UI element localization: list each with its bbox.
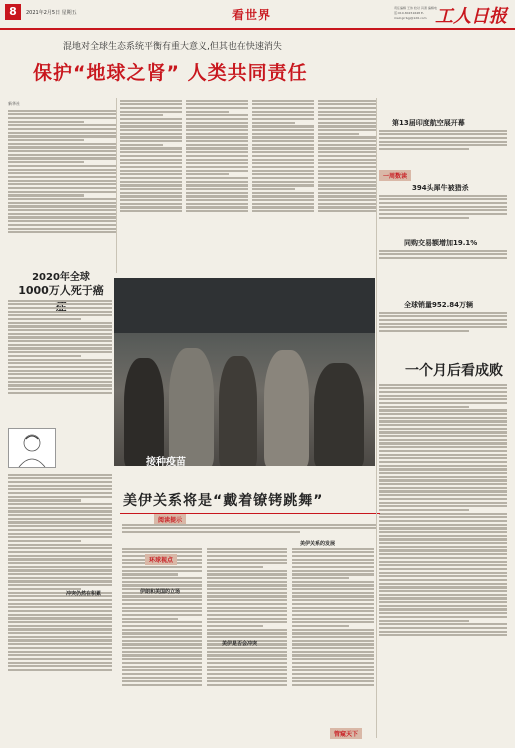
- rhino-headline: 394头犀牛被猎杀: [412, 184, 469, 192]
- us-iran-column-1: [122, 546, 202, 742]
- sales-headline: 全球销量952.84万辆: [404, 301, 474, 309]
- vaccination-photo: [114, 278, 375, 466]
- reading-tip-body: [122, 522, 376, 542]
- divider-line: [120, 513, 380, 514]
- column-divider-left: [116, 98, 117, 273]
- byline: 新华社: [8, 101, 20, 106]
- photo-caption-title: 接种疫苗: [146, 457, 186, 468]
- page-header: [0, 0, 515, 30]
- weekly-numbers-tag: 一周数读: [379, 170, 411, 181]
- cancer-subheading-line1: 2020年全球: [32, 272, 90, 283]
- section-title: 看世界: [232, 8, 272, 22]
- column-body-left: [8, 472, 112, 742]
- us-iran-column-3: [292, 546, 374, 742]
- portrait-sketch-icon: [9, 429, 55, 467]
- right-feature-body: [379, 382, 507, 742]
- lead-column-3: [186, 98, 248, 248]
- lead-column-2: [120, 98, 182, 248]
- rhino-body: [379, 193, 507, 235]
- right-feature-headline: 一个月后看成败: [405, 363, 503, 379]
- cancer-body: [8, 298, 112, 423]
- section-head-accumulating: 冲突仍然在积累: [66, 591, 102, 597]
- group-buy-headline: 同购交易额增加19.1%: [404, 239, 478, 247]
- newspaper-logo: 工人日报: [435, 6, 507, 27]
- editor-note: 责任编辑 王伟 校对 冯清 编辑电话:010-84151648 E-mail:grrbgj@126.com: [394, 6, 437, 20]
- page-number: 8: [5, 4, 21, 20]
- cancer-subheading-line2: 1000万人死于癌: [18, 284, 104, 297]
- global-focus-tag: 环球视点: [145, 554, 177, 565]
- lead-column-4: [252, 98, 314, 248]
- lead-headline: 保护“地球之肾” 人类共同责任: [33, 62, 308, 84]
- section-head-conflict: 美伊是否会冲突: [222, 641, 258, 647]
- columnist-portrait: [8, 428, 56, 468]
- section-head-development: 美伊关系的发展: [300, 541, 336, 547]
- lead-kicker: 混地对全球生态系统平衡有重大意义,但其也在快速消失: [63, 42, 282, 52]
- group-buy-body: [379, 248, 507, 264]
- lead-column-1: [8, 108, 116, 268]
- right-top-body: [379, 128, 507, 168]
- right-top-headline: 第13届印度航空展开幕: [392, 119, 465, 127]
- us-iran-headline: 美伊关系将是“戴着镣铐跳舞”: [123, 493, 324, 509]
- sales-body: [379, 310, 507, 350]
- column-divider-right: [376, 98, 377, 738]
- section-head-positions: 伊朗和美国的立场: [140, 589, 181, 595]
- reading-tip-tag: 阅读提示: [154, 514, 186, 525]
- world-view-tag: 管窥天下: [330, 728, 362, 739]
- issue-date: 2021年2月5日 星期五: [26, 10, 77, 16]
- lead-column-5: [318, 98, 376, 248]
